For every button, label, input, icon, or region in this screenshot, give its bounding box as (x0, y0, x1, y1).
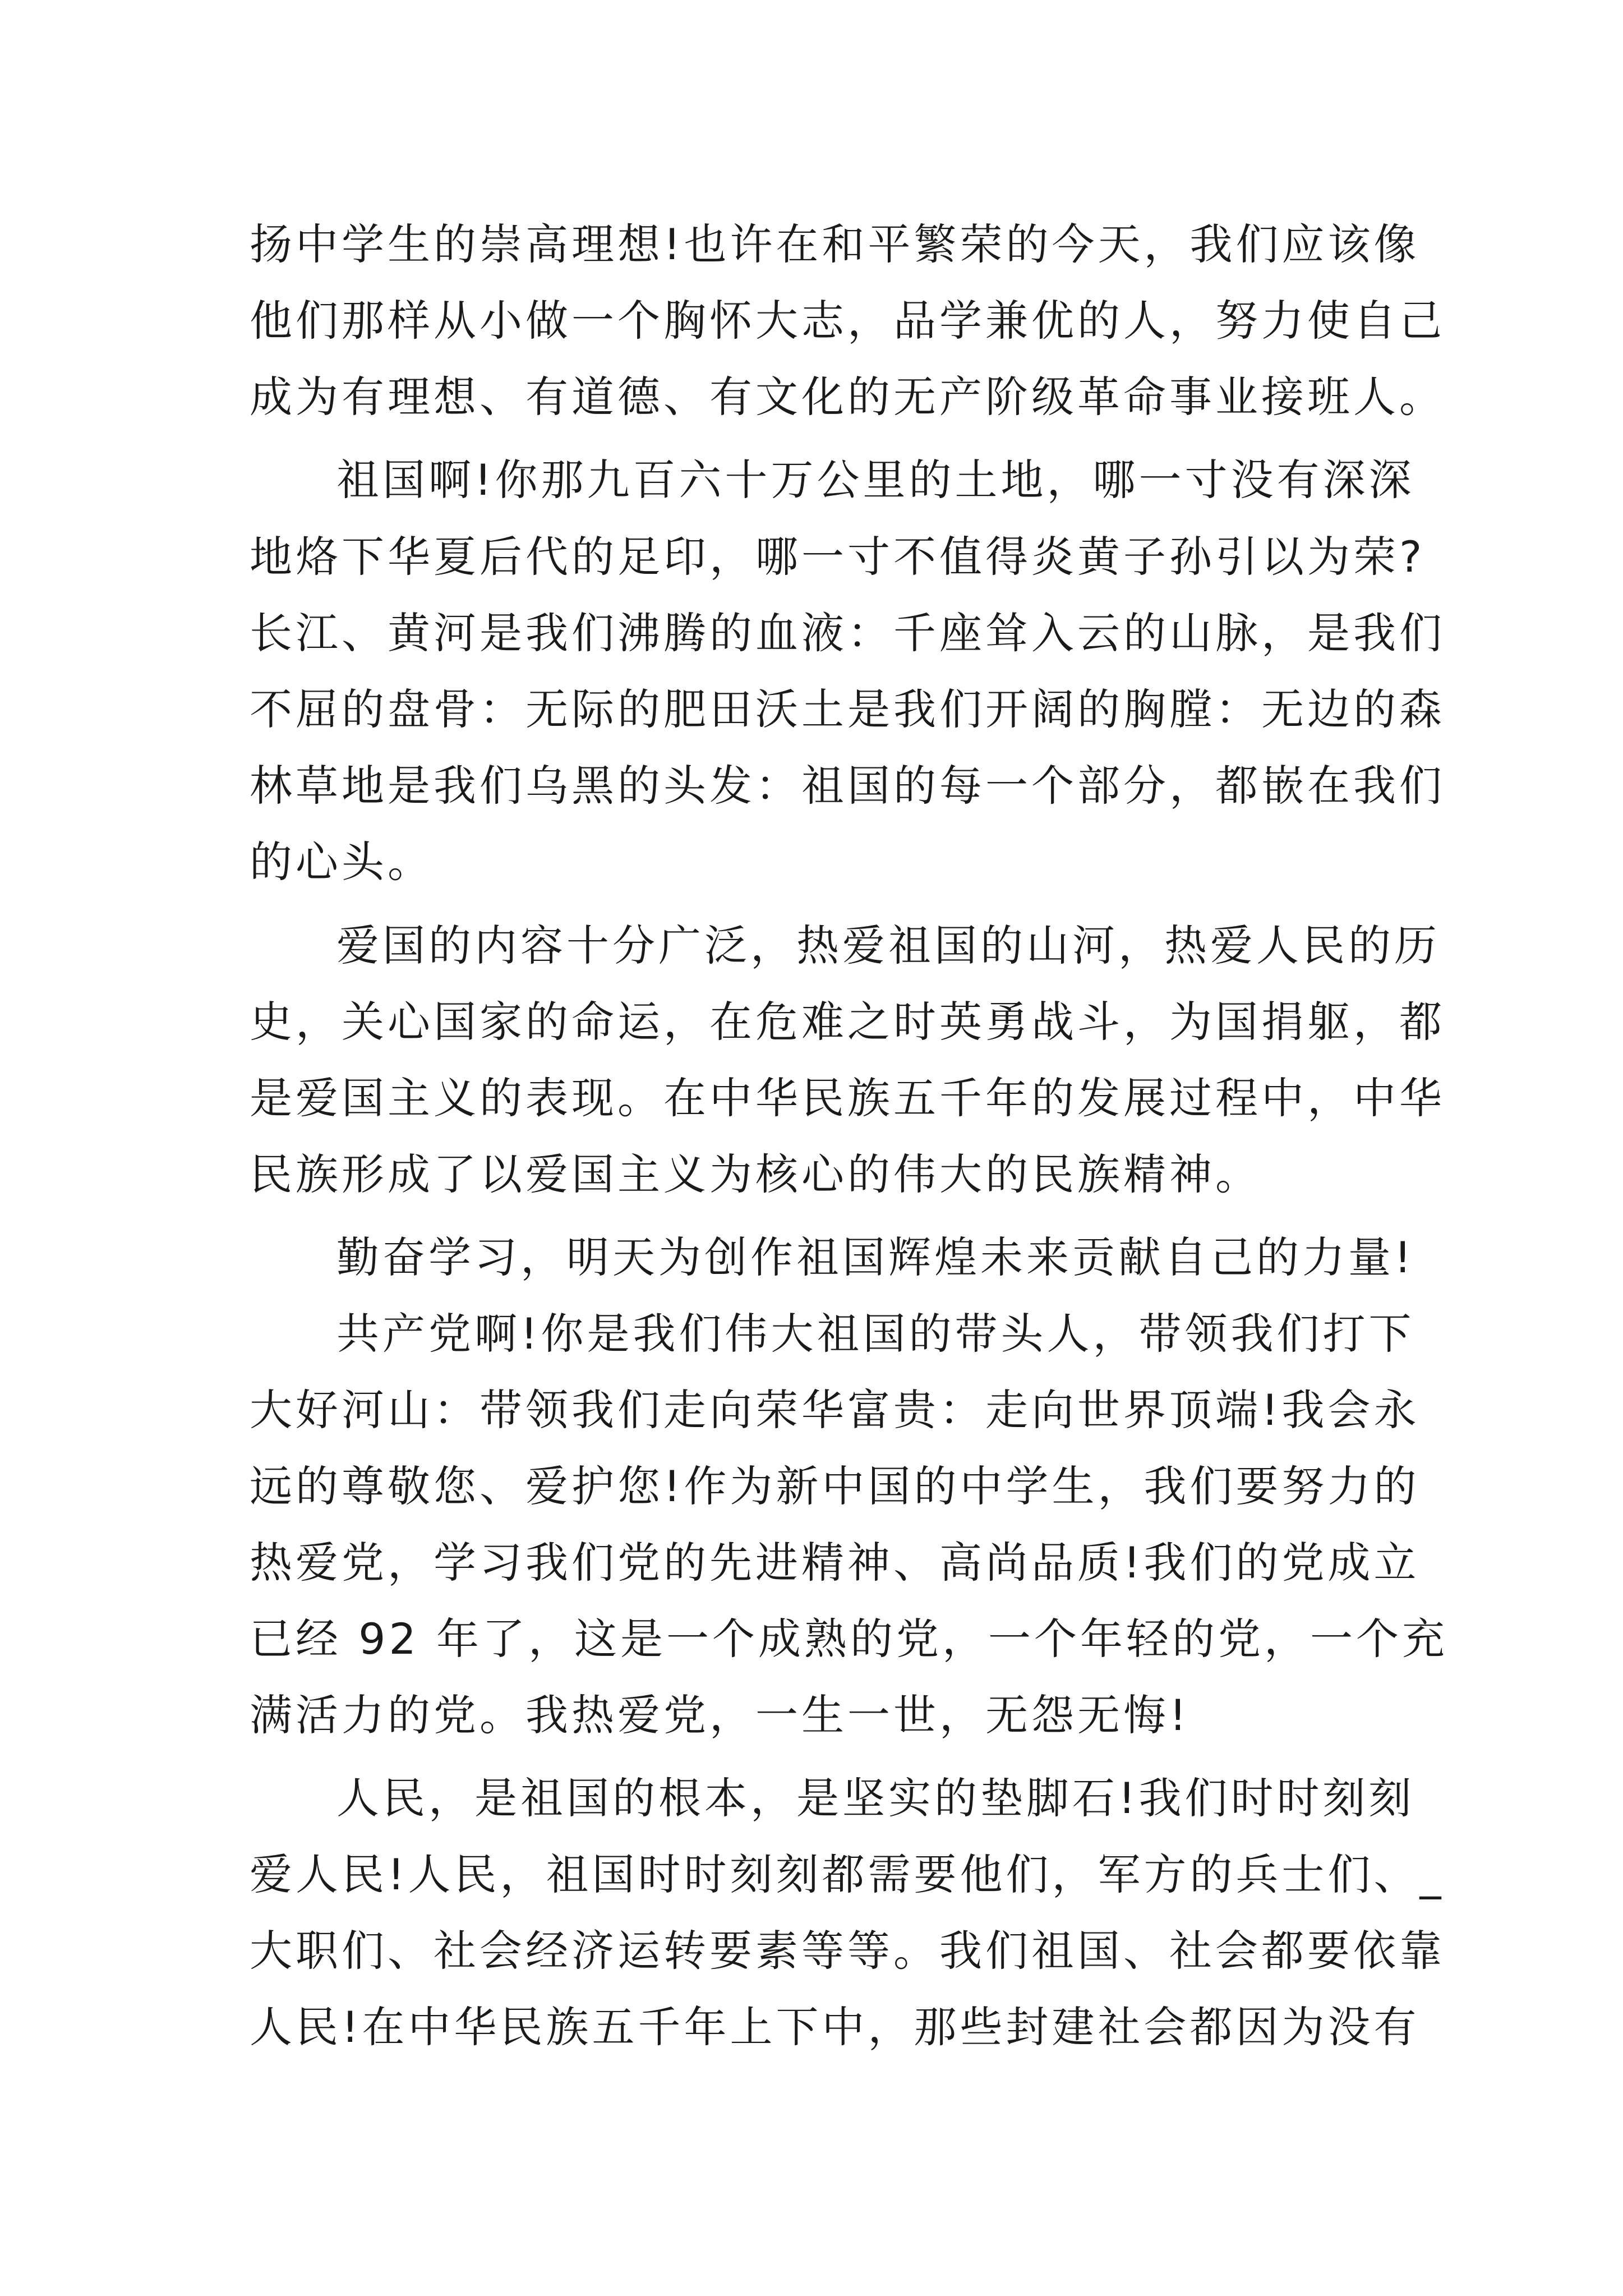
text-line: 爱国的内容十分广泛，热爱祖国的山河，热爱人民的历 (336, 921, 1440, 970)
text-line: 是爱国主义的表现。在中华民族五千年的发展过程中，中华 (250, 1073, 1445, 1123)
text-line: 扬中学生的崇高理想!也许在和平繁荣的今天，我们应该像 (250, 219, 1420, 269)
text-line: 爱人民!人民，祖国时时刻刻都需要他们，军方的兵士们、_ (250, 1849, 1445, 1899)
text-line: 已经 92 年了，这是一个成熟的党，一个年轻的党，一个充 (250, 1614, 1449, 1664)
text-line: 地烙下华夏后代的足印，哪一寸不值得炎黄子孙引以为荣? (250, 532, 1426, 582)
text-line: 长江、黄河是我们沸腾的血液：千座耸入云的山脉，是我们 (250, 608, 1445, 658)
text-line: 不屈的盘骨：无际的肥田沃土是我们开阔的胸膛：无边的森 (250, 684, 1445, 734)
text-line: 他们那样从小做一个胸怀大志，品学兼优的人，努力使自己 (250, 296, 1445, 346)
text-line: 民族形成了以爱国主义为核心的伟大的民族精神。 (250, 1149, 1261, 1199)
text-line: 共产党啊!你是我们伟大祖国的带头人，带领我们打下 (336, 1309, 1415, 1359)
text-line: 热爱党，学习我们党的先进精神、高尚品质!我们的党成立 (250, 1538, 1420, 1588)
text-line: 成为有理想、有道德、有文化的无产阶级革命事业接班人。 (250, 372, 1445, 422)
text-line: 人民!在中华民族五千年上下中，那些封建社会都因为没有 (250, 2002, 1420, 2052)
text-line: 大职们、社会经济运转要素等等。我们祖国、社会都要依靠 (250, 1926, 1445, 1976)
text-line: 林草地是我们乌黑的头发：祖国的每一个部分，都嵌在我们 (250, 761, 1445, 811)
text-line: 人民，是祖国的根本，是坚实的垫脚石!我们时时刻刻 (336, 1773, 1415, 1823)
text-line: 满活力的党。我热爱党，一生一世，无怨无悔! (250, 1690, 1190, 1740)
text-line: 的心头。 (250, 837, 434, 887)
text-line: 勤奋学习，明天为创作祖国辉煌未来贡献自己的力量! (336, 1232, 1415, 1282)
text-line: 祖国啊!你那九百六十万公里的土地，哪一寸没有深深 (336, 455, 1415, 505)
text-line: 大好河山：带领我们走向荣华富贵：走向世界顶端!我会永 (250, 1385, 1420, 1435)
text-line: 史，关心国家的命运，在危难之时英勇战斗，为国捐躯，都 (250, 997, 1445, 1047)
text-line: 远的尊敬您、爱护您!作为新中国的中学生，我们要努力的 (250, 1461, 1420, 1511)
